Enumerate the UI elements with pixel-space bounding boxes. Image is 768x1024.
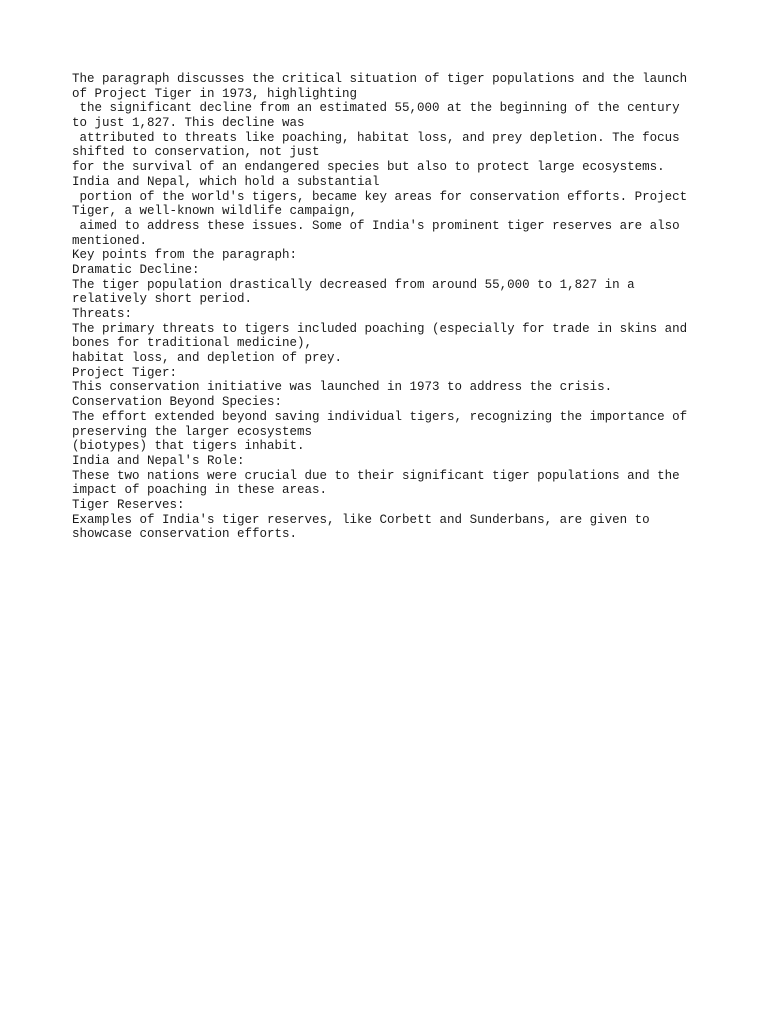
section-heading: Conservation Beyond Species: (72, 395, 283, 410)
section-heading: Project Tiger: (72, 365, 178, 380)
section-heading: Threats: (72, 307, 133, 321)
text-line: mentioned. (72, 233, 148, 248)
text-line: India and Nepal, which hold a substantial (72, 174, 380, 189)
section-heading: India and Nepal's Role: (72, 453, 245, 468)
text-line: The effort extended beyond saving individual tigers, recognizing the importance of (72, 409, 688, 424)
text-line: preserving the larger ecosystems (72, 424, 313, 439)
section-heading: Tiger Reserves: (72, 497, 185, 512)
text-line: relatively short period. (72, 292, 253, 307)
text-line: aimed to address these issues. Some of India's prominent tiger reserves are also (72, 218, 680, 233)
text-line: These two nations were crucial due to their significant tiger populations and the (72, 468, 680, 483)
text-line: habitat loss, and depletion of prey. (72, 351, 343, 366)
text-line: Tiger, a well-known wildlife campaign, (72, 204, 358, 219)
text-line: portion of the world's tigers, became key areas for conservation efforts. Project (72, 189, 688, 204)
text-line: attributed to threats like poaching, habitat loss, and prey depletion. The focus (72, 130, 680, 145)
text-line: to just 1,827. This decline was (72, 116, 305, 131)
text-line: The primary threats to tigers included poaching (especially for trade in skins and (72, 321, 688, 336)
text-line: showcase conservation efforts. (72, 527, 298, 542)
text-line: impact of poaching in these areas. (72, 483, 328, 498)
text-line: the significant decline from an estimated 55,000 at the beginning of the century (72, 101, 680, 116)
text-line: The paragraph discusses the critical situation of tiger populations and the launch (72, 72, 688, 86)
section-heading: Key points from the paragraph: (72, 248, 298, 263)
text-line: (biotypes) that tigers inhabit. (72, 439, 305, 454)
text-line: This conservation initiative was launched in 1973 to address the crisis. (72, 380, 613, 395)
text-line: of Project Tiger in 1973, highlighting (72, 86, 358, 101)
document-body (72, 72, 712, 542)
section-heading: Dramatic Decline: (72, 262, 200, 277)
text-line: for the survival of an endangered species but also to protect large ecosystems. (72, 160, 665, 175)
text-line: Examples of India's tiger reserves, like Corbett and Sunderbans, are given to (72, 512, 650, 527)
text-line: The tiger population drastically decreased from around 55,000 to 1,827 in a (72, 277, 635, 292)
text-line: bones for traditional medicine), (72, 336, 313, 351)
text-line: shifted to conservation, not just (72, 145, 320, 160)
